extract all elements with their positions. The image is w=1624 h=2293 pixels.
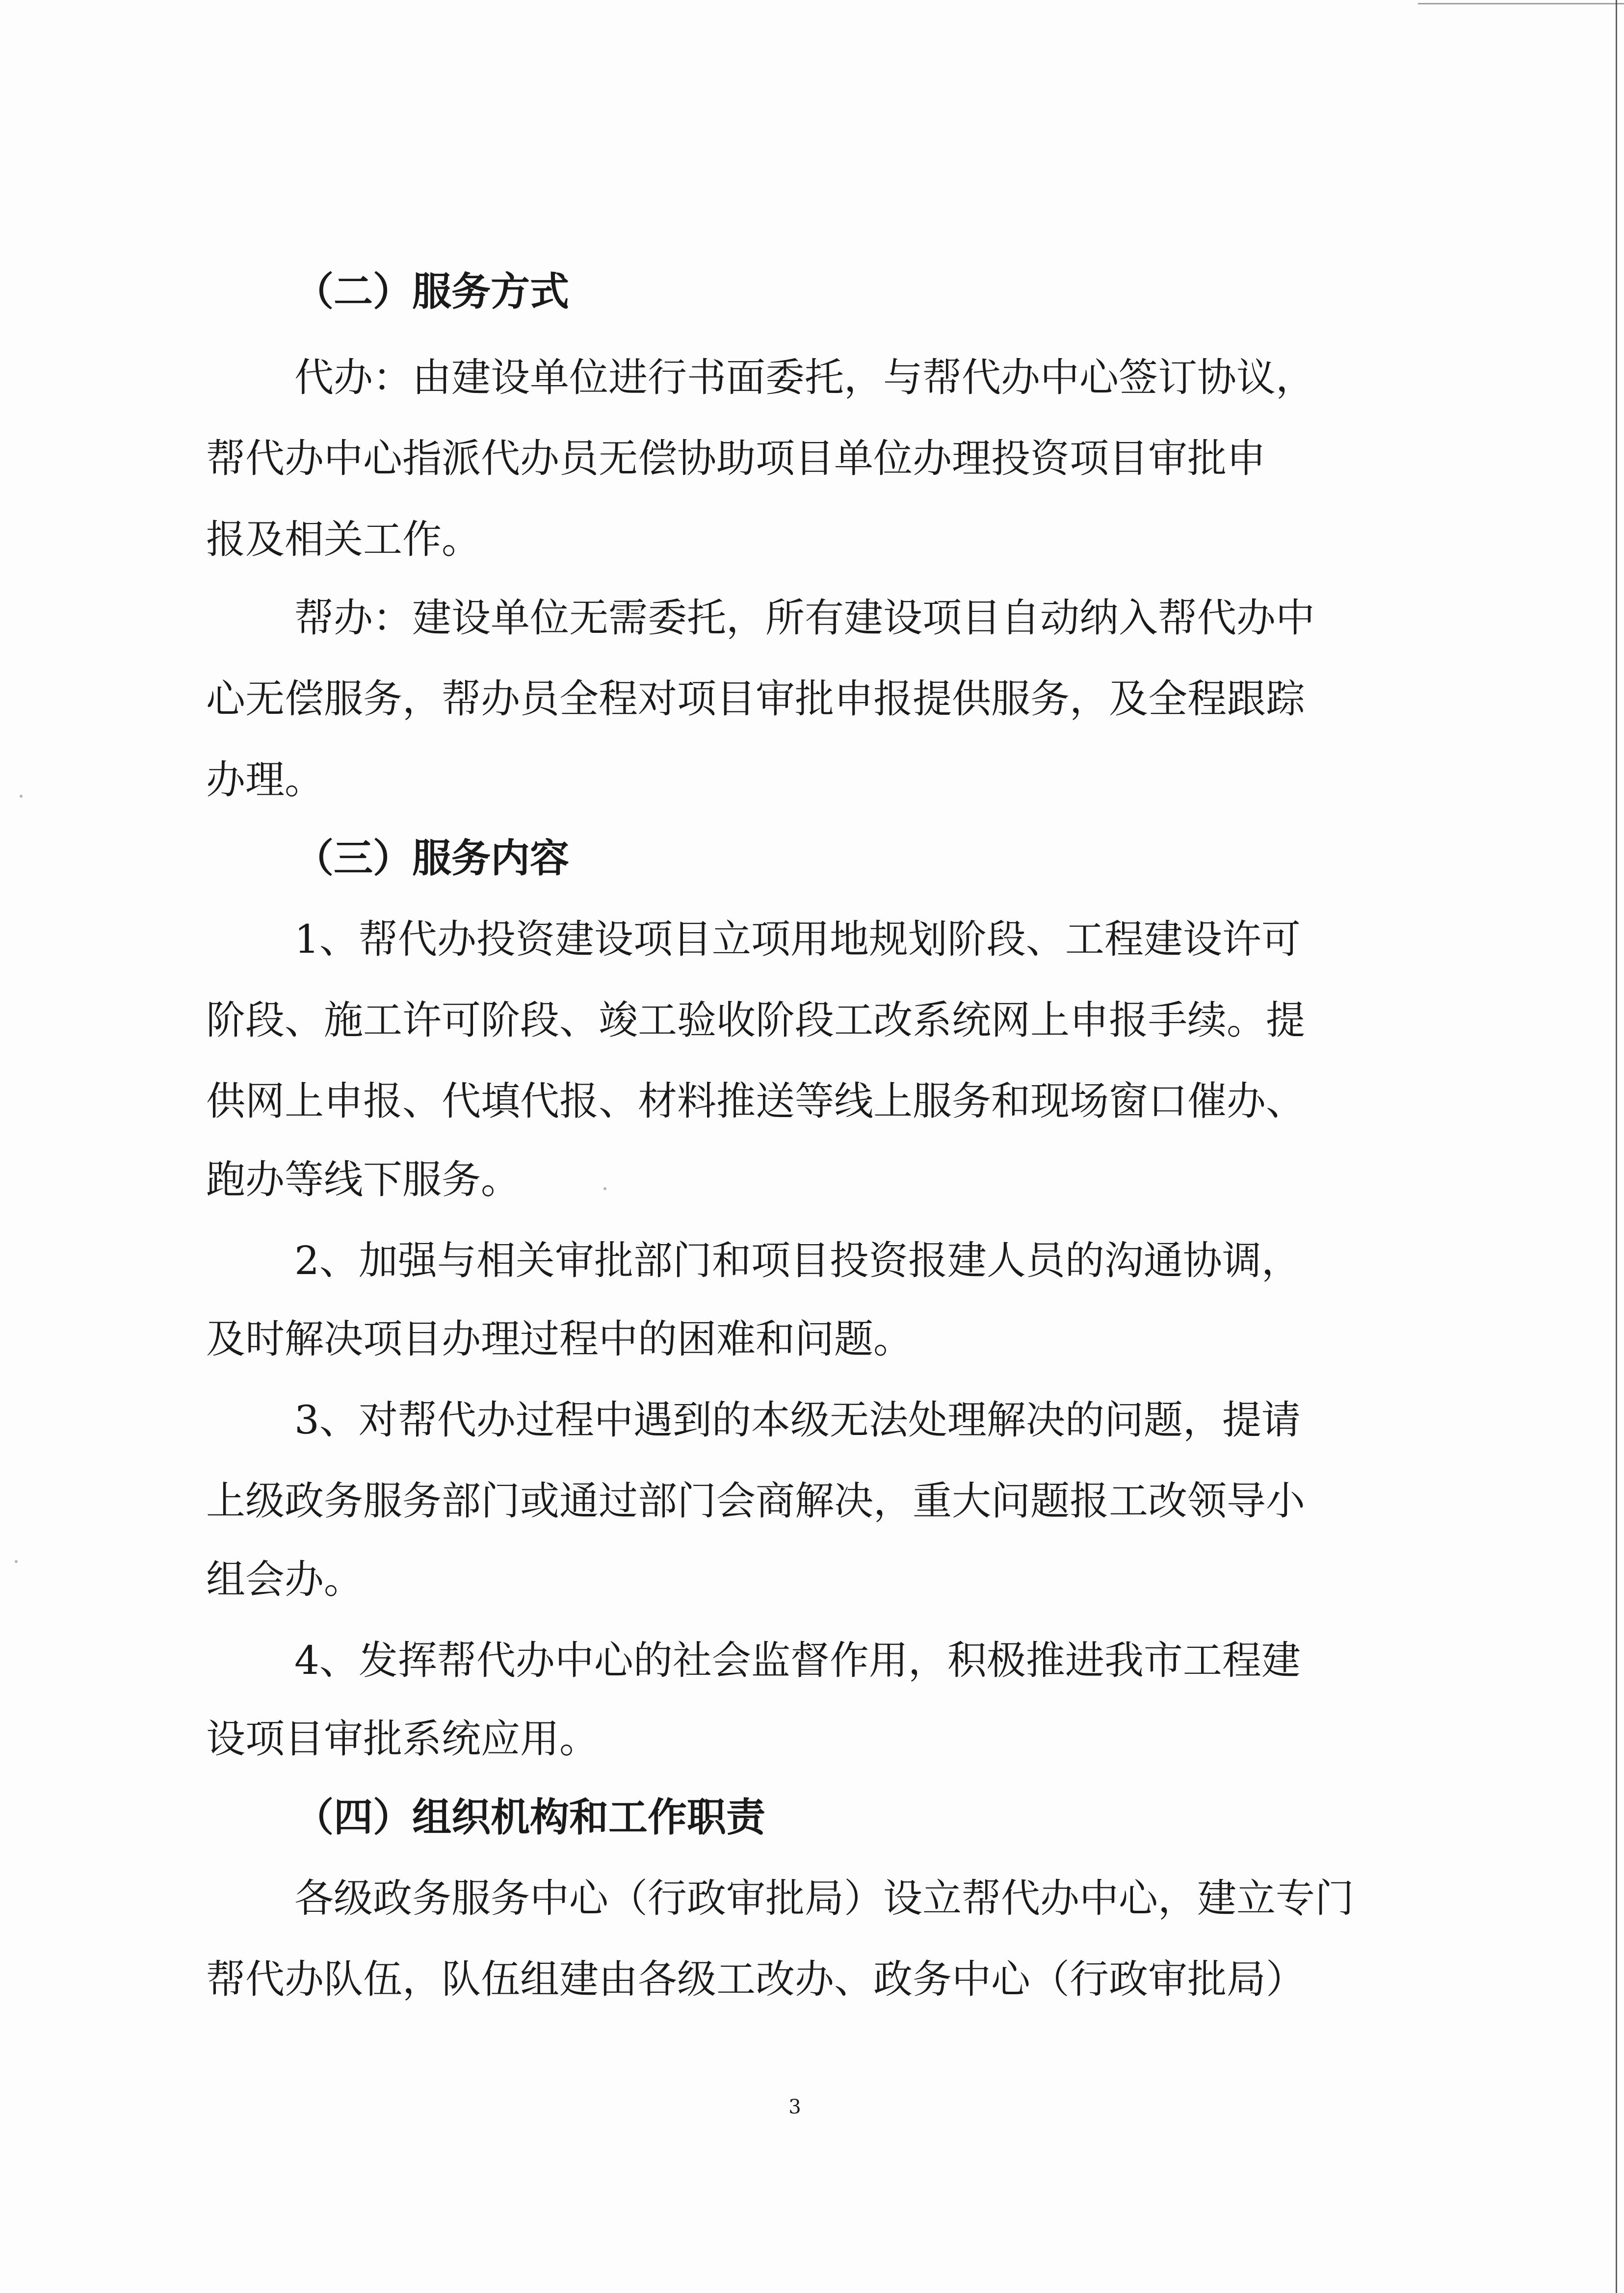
paragraph-line: 代办：由建设单位进行书面委托，与帮代办中心签订协议，: [294, 355, 1315, 400]
scan-speck: [15, 1560, 18, 1563]
section-heading-service-content: （三）服务内容: [294, 835, 569, 881]
page-number: 3: [788, 2096, 801, 2118]
list-item-line: 跑办等线下服务。: [206, 1157, 520, 1202]
list-item-line: 供网上申报、代填代报、材料推送等线上服务和现场窗口催办、: [206, 1078, 1305, 1124]
list-item-line: 1、帮代办投资建设项目立项用地规划阶段、工程建设许可: [294, 916, 1301, 962]
scan-edge-right: [1616, 0, 1617, 2293]
list-item-line: 阶段、施工许可阶段、竣工验收阶段工改系统网上申报手续。提: [206, 997, 1305, 1043]
paragraph-line: 报及相关工作。: [206, 517, 481, 562]
paragraph-line: 办理。: [206, 757, 324, 803]
paragraph-line: 帮代办队伍，队伍组建由各级工改办、政务中心（行政审批局）: [206, 1956, 1305, 2002]
scan-speck: [20, 795, 23, 798]
list-item-line: 上级政务服务部门或通过部门会商解决，重大问题报工改领导小: [206, 1478, 1305, 1524]
section-heading-organization: （四）组织机构和工作职责: [294, 1795, 765, 1840]
list-item-line: 3、对帮代办过程中遇到的本级无法处理解决的问题，提请: [294, 1397, 1301, 1443]
paragraph-line: 帮代办中心指派代办员无偿协助项目单位办理投资项目审批申: [206, 436, 1266, 481]
paragraph-line: 各级政务服务中心（行政审批局）设立帮代办中心，建立专门: [294, 1876, 1354, 1921]
list-item-line: 4、发挥帮代办中心的社会监督作用，积极推进我市工程建: [294, 1638, 1301, 1683]
scan-edge-top: [1418, 3, 1624, 4]
paragraph-line: 帮办：建设单位无需委托，所有建设项目自动纳入帮代办中: [294, 595, 1315, 641]
list-item-line: 2、加强与相关审批部门和项目投资报建人员的沟通协调，: [294, 1238, 1301, 1283]
list-item-line: 及时解决项目办理过程中的困难和问题。: [206, 1316, 913, 1362]
list-item-line: 组会办。: [206, 1557, 363, 1602]
section-heading-service-mode: （二）服务方式: [294, 269, 569, 314]
paragraph-line: 心无偿服务，帮办员全程对项目审批申报提供服务，及全程跟踪: [206, 676, 1305, 722]
list-item-line: 设项目审批系统应用。: [206, 1716, 599, 1762]
